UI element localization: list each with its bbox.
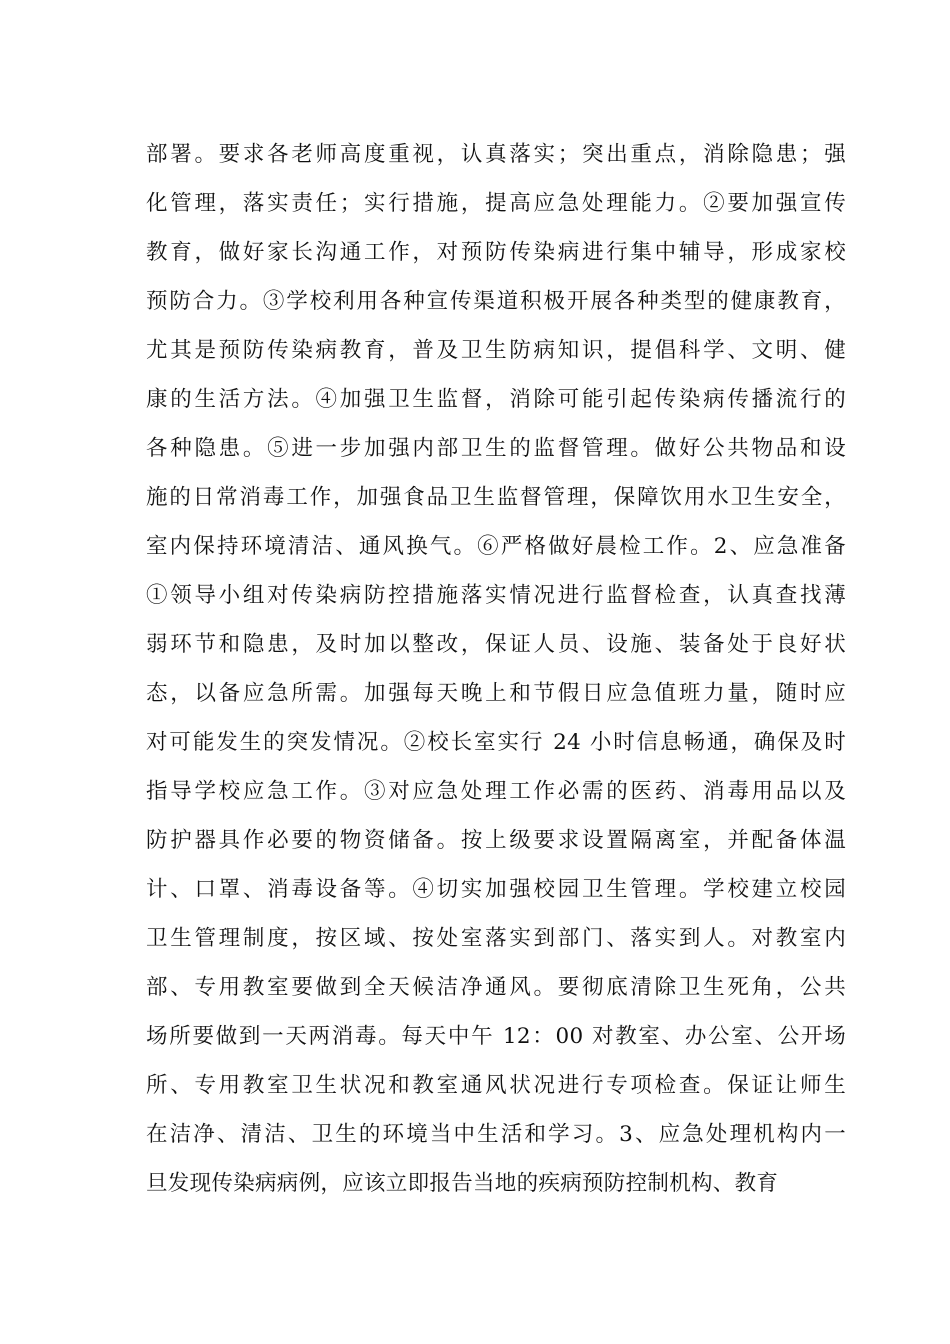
text-line: 尤其是预防传染病教育，普及卫生防病知识，提倡科学、文明、健 bbox=[146, 338, 846, 363]
text-line: 各种隐患。⑤进一步加强内部卫生的监督管理。做好公共物品和设 bbox=[146, 436, 846, 461]
body-text bbox=[146, 130, 846, 1208]
text-line: 预防合力。③学校利用各种宣传渠道积极开展各种类型的健康教育， bbox=[146, 289, 846, 314]
text-line: 康的生活方法。④加强卫生监督，消除可能引起传染病传播流行的 bbox=[146, 387, 846, 412]
text-line: 化管理，落实责任；实行措施，提高应急处理能力。②要加强宣传 bbox=[146, 191, 846, 216]
text-line: 计、口罩、消毒设备等。④切实加强校园卫生管理。学校建立校园 bbox=[146, 877, 846, 902]
text-line: 施的日常消毒工作，加强食品卫生监督管理，保障饮用水卫生安全， bbox=[146, 485, 846, 510]
text-line: 在洁净、清洁、卫生的环境当中生活和学习。3、应急处理机构内一 bbox=[146, 1122, 846, 1147]
text-line: 场所要做到一天两消毒。每天中午 12：00 对教室、办公室、公开场 bbox=[146, 1024, 846, 1049]
text-line: 指导学校应急工作。③对应急处理工作必需的医药、消毒用品以及 bbox=[146, 779, 846, 804]
text-line: 教育，做好家长沟通工作，对预防传染病进行集中辅导，形成家校 bbox=[146, 240, 846, 265]
text-line: 卫生管理制度，按区域、按处室落实到部门、落实到人。对教室内 bbox=[146, 926, 846, 951]
text-line: 态，以备应急所需。加强每天晚上和节假日应急值班力量，随时应 bbox=[146, 681, 846, 706]
text-line: 对可能发生的突发情况。②校长室实行 24 小时信息畅通，确保及时 bbox=[146, 730, 846, 755]
text-line: 部、专用教室要做到全天候洁净通风。要彻底清除卫生死角，公共 bbox=[146, 975, 846, 1000]
text-line: 所、专用教室卫生状况和教室通风状况进行专项检查。保证让师生 bbox=[146, 1073, 846, 1098]
text-line: 旦发现传染病病例，应该立即报告当地的疾病预防控制机构、教育 bbox=[146, 1171, 779, 1196]
text-line: 部署。要求各老师高度重视，认真落实；突出重点，消除隐患；强 bbox=[146, 142, 846, 167]
text-line: 弱环节和隐患，及时加以整改，保证人员、设施、装备处于良好状 bbox=[146, 632, 846, 657]
text-line: 室内保持环境清洁、通风换气。⑥严格做好晨检工作。2、应急准备 bbox=[146, 534, 846, 559]
text-line: ①领导小组对传染病防控措施落实情况进行监督检查，认真查找薄 bbox=[146, 583, 846, 608]
text-line: 防护器具作必要的物资储备。按上级要求设置隔离室，并配备体温 bbox=[146, 828, 846, 853]
